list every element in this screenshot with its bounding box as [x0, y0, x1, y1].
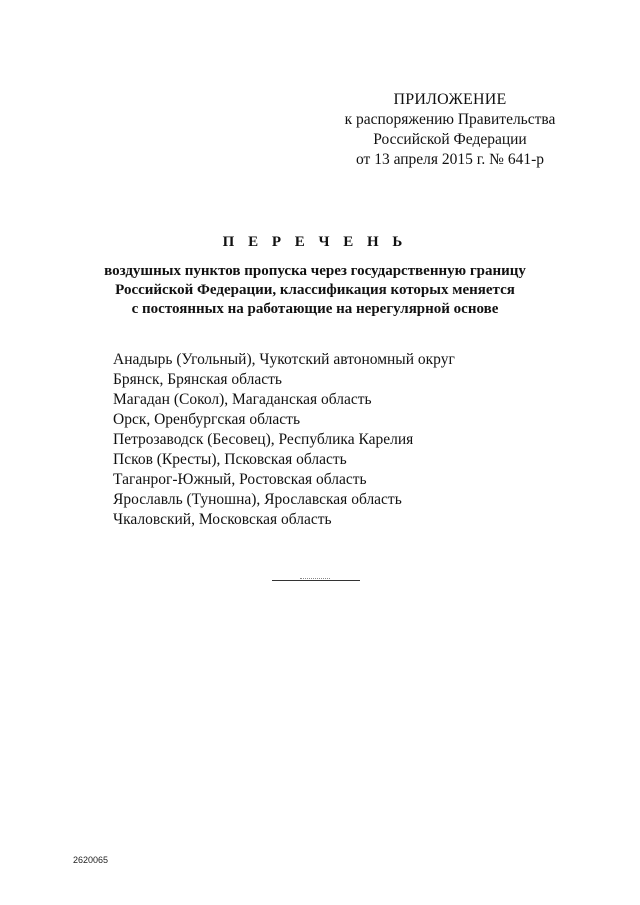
subtitle-line: воздушных пунктов пропуска через государственную границу — [104, 263, 526, 279]
list-item: Анадырь (Угольный), Чукотский автономный округ — [113, 351, 455, 368]
appendix-block — [330, 90, 570, 170]
appendix-line: Российской Федерации — [373, 131, 527, 148]
subtitle-line: Российской Федерации, классификация которых меняется — [115, 282, 515, 298]
list-item: Орск, Оренбургская область — [113, 411, 301, 428]
list-item: Псков (Кресты), Псковская область — [113, 451, 347, 468]
document-title: П Е Р Е Ч Е Н Ь — [222, 234, 408, 250]
document-code: 2620065 — [73, 855, 109, 865]
appendix-heading: ПРИЛОЖЕНИЕ — [393, 91, 507, 108]
divider-shadow — [300, 578, 330, 579]
list-item: Таганрог-Южный, Ростовская область — [113, 471, 367, 488]
document-subtitle — [0, 262, 630, 319]
appendix-date-number: от 13 апреля 2015 г. № 641-р — [356, 151, 544, 168]
list-item: Брянск, Брянская область — [113, 371, 282, 388]
checkpoint-list — [113, 350, 455, 530]
list-item: Ярославль (Туношна), Ярославская область — [113, 491, 402, 508]
end-divider — [272, 580, 360, 581]
subtitle-line: с постоянных на работающие на нерегулярной основе — [131, 301, 499, 317]
list-item: Чкаловский, Московская область — [113, 511, 332, 528]
list-item: Петрозаводск (Бесовец), Республика Карелия — [113, 431, 414, 448]
appendix-line: к распоряжению Правительства — [344, 111, 556, 128]
list-item: Магадан (Сокол), Магаданская область — [113, 391, 372, 408]
